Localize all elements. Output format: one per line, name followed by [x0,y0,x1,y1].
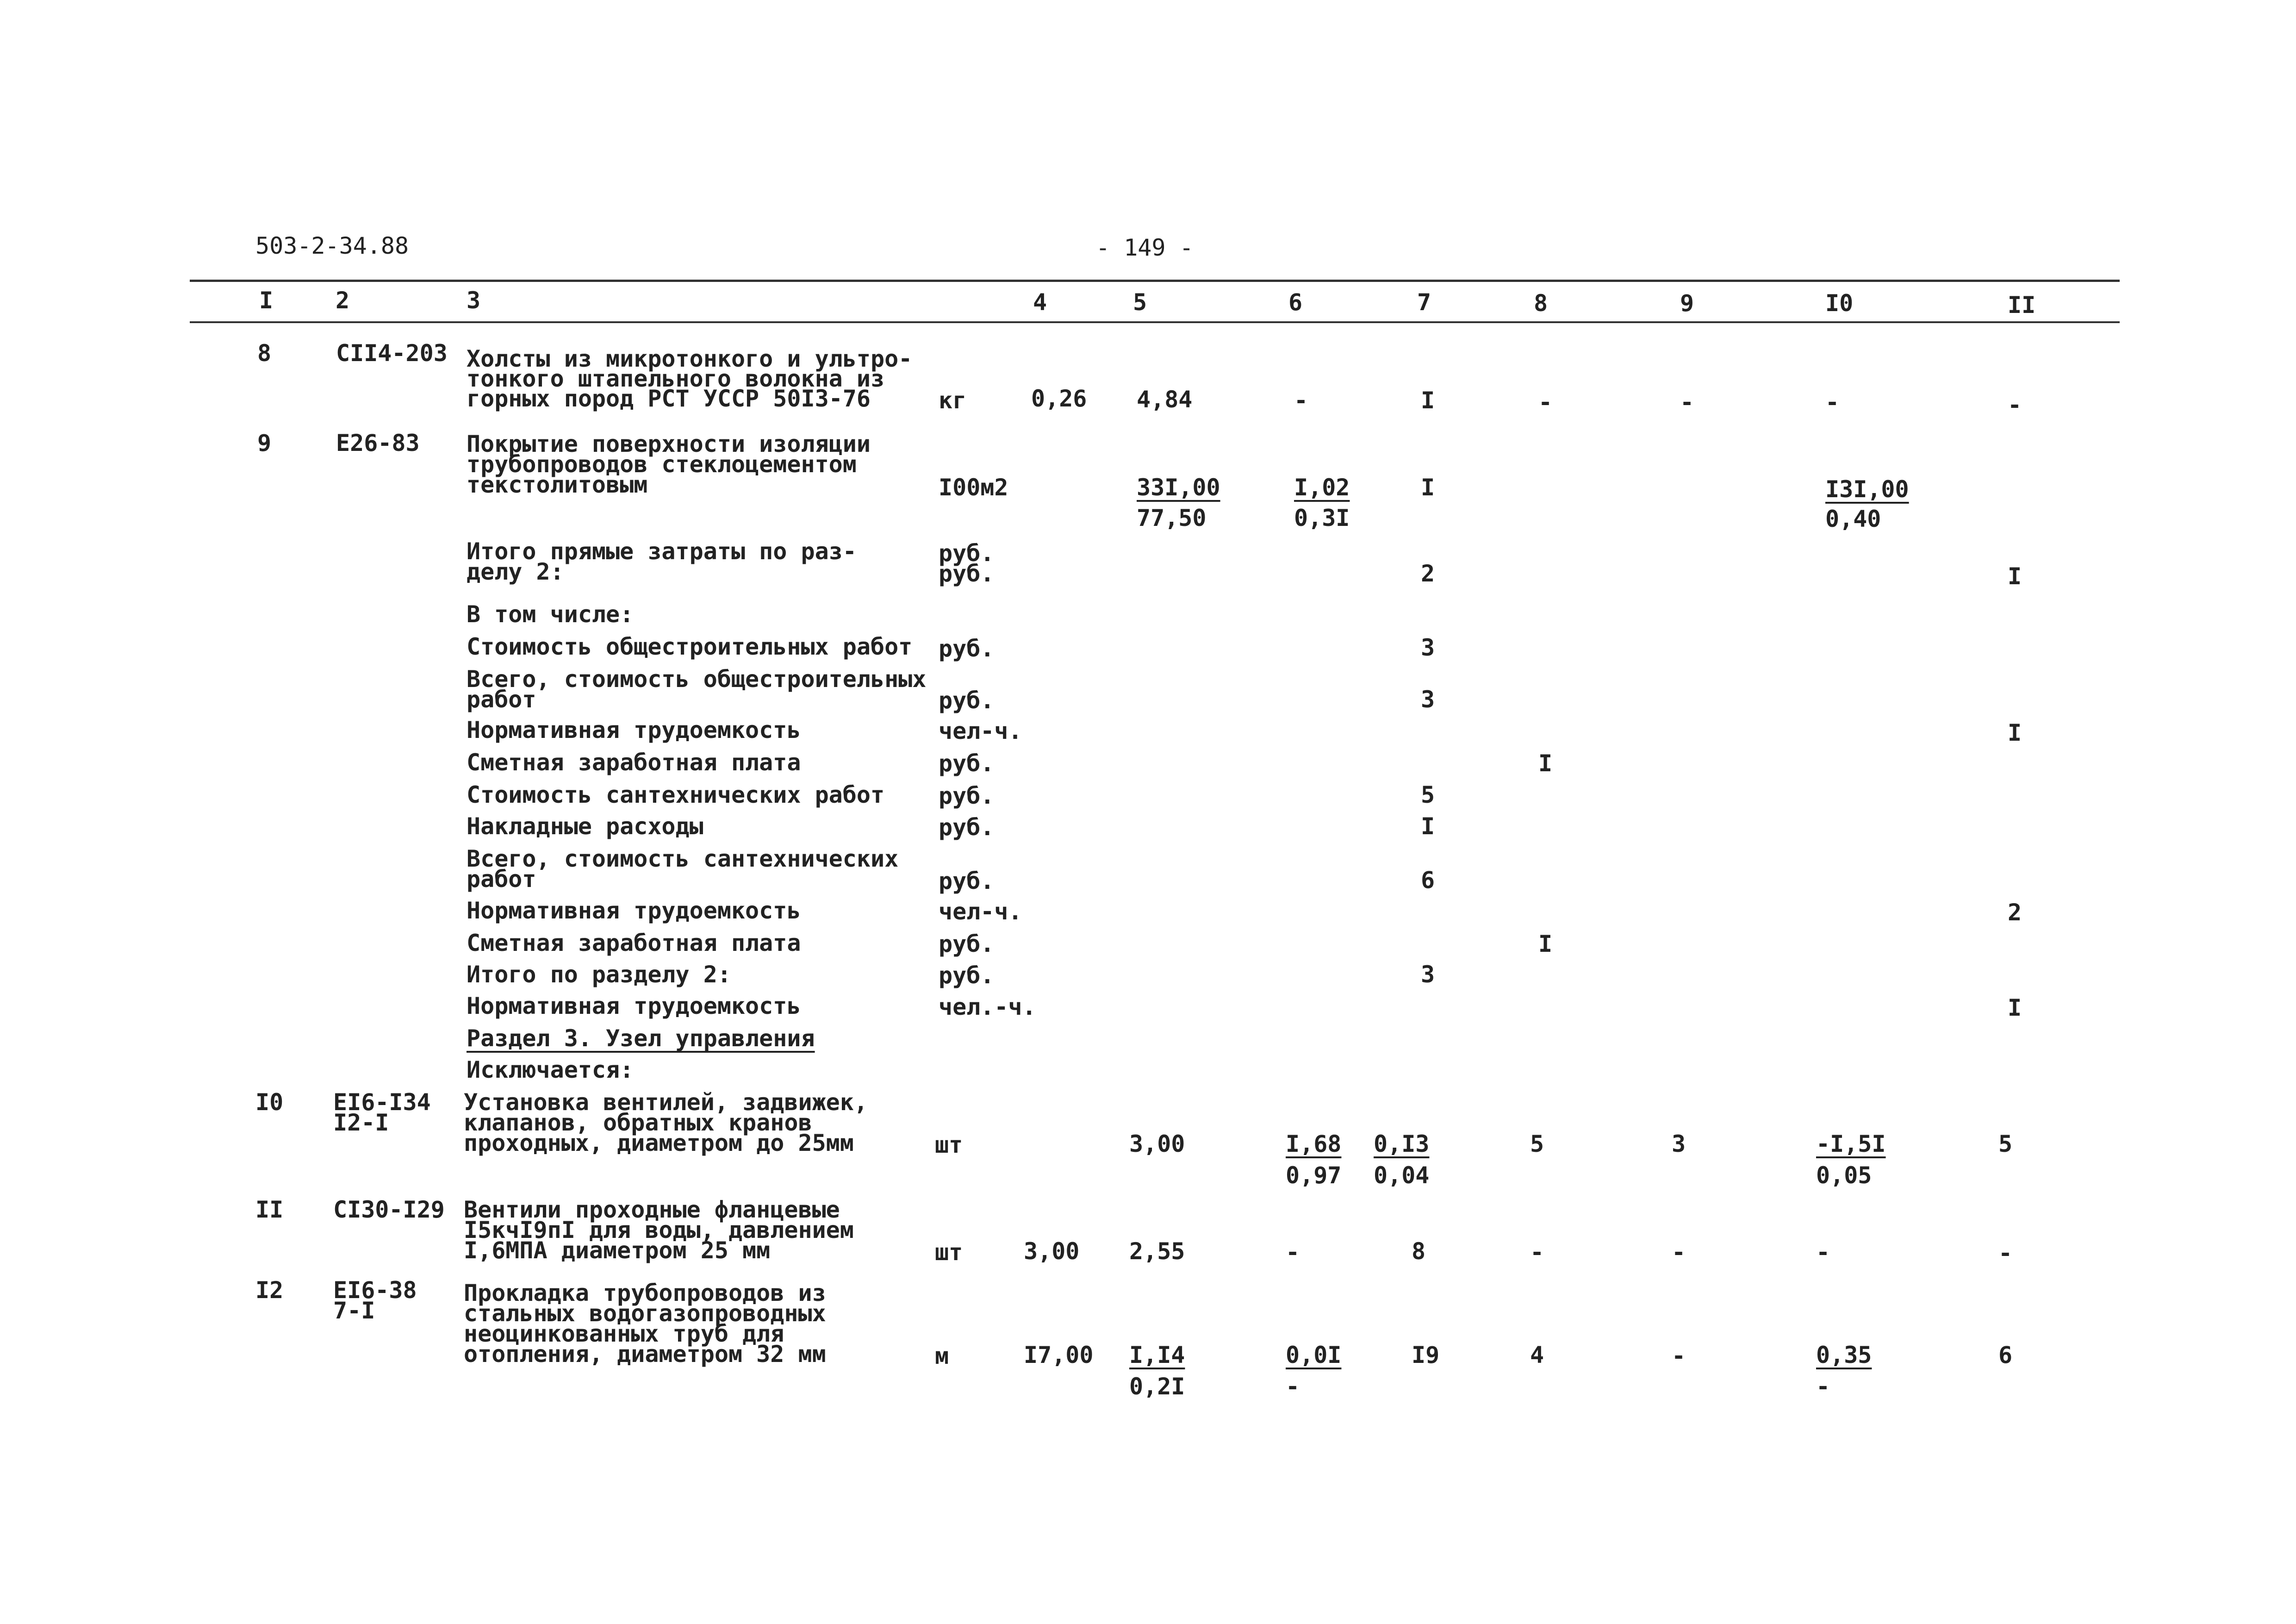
cell-col10-second: 0,40 [1825,506,1881,532]
cell-col10-second: - [1816,1373,1830,1400]
row-description-line: проходных, диаметром до 25мм [464,1130,854,1156]
cell-col5: 2,55 [1129,1238,1185,1265]
cell-col7: 8 [1412,1238,1426,1265]
cell-col5-second: 77,50 [1137,505,1207,531]
cell-col8: - [1538,389,1553,416]
cell-col4: 0,26 [1031,385,1087,412]
cell-col7-second: 0,04 [1374,1162,1430,1189]
cell-col11: 2 [2008,899,2022,926]
summary-description-line: Итого прямые затраты по раз- [467,538,857,565]
summary-unit: руб. [939,687,995,714]
cell-col9: - [1680,389,1694,416]
row-code-line: EI6-38 [333,1277,417,1304]
row-unit: I00м2 [939,474,1008,501]
cell-col9: - [1672,1343,1686,1369]
row-description-line: отопления, диаметром 32 мм [464,1341,826,1368]
summary-description-line: Всего, стоимость общестроительных [467,666,927,693]
summary-unit: чел-ч. [939,898,1022,925]
cell-col6-second: 0,97 [1286,1162,1342,1189]
column-header-1: I [259,287,274,314]
summary-description: Нормативная трудоемкость [467,993,801,1019]
row-code-line: 7-I [333,1297,375,1324]
column-header-3: 3 [467,287,481,314]
section-subtitle: Исключается: [467,1056,634,1083]
column-header-2: 2 [336,287,350,314]
row-description-line: I,6МПА диаметром 25 мм [464,1237,771,1264]
summary-description: Накладные расходы [467,813,703,840]
document-code: 503-2-34.88 [255,232,409,259]
cell-col8: 4 [1530,1342,1544,1368]
cell-col10: 0,35 [1816,1342,1872,1368]
cell-col11: 6 [1998,1342,2013,1368]
cell-col7: I [1421,813,1435,840]
cell-col7: 0,I3 [1374,1131,1430,1157]
cell-col8: - [1530,1239,1544,1266]
row-description-line: неоцинкованных труб для [464,1320,784,1347]
summary-unit: руб. [939,560,995,587]
row-code-line: I2-I [333,1109,389,1136]
row-number: I2 [255,1277,284,1304]
row-number: 9 [257,430,272,456]
cell-col7: I [1421,387,1435,414]
cell-col6-second: 0,3I [1294,505,1350,531]
row-description-line: Холсты из микротонкого и ультро- [467,345,913,372]
cell-col6: 0,0I [1286,1342,1342,1368]
cell-col7: 6 [1421,867,1435,893]
row-description-line: Установка вентилей, задвижек, [464,1089,868,1116]
column-header-9: 9 [1680,290,1694,317]
column-header-5: 5 [1133,289,1147,316]
cell-col11: - [1998,1240,2013,1267]
column-header-7: 7 [1417,289,1431,316]
cell-col11: I [2008,994,2022,1021]
row-unit: м [935,1343,949,1369]
summary-unit: чел.-ч. [939,993,1036,1020]
row-unit: шт [935,1131,963,1158]
row-description-line: тонкого штапельного волокна из [467,365,885,392]
column-header-8: 8 [1534,290,1548,317]
column-header-6: 6 [1288,289,1303,316]
row-description-line: текстолитовым [467,471,648,498]
row-description-line: клапанов, обратных кранов [464,1109,812,1136]
cell-col6: - [1286,1239,1300,1266]
cell-col6: I,68 [1286,1131,1342,1157]
cell-col11: I [2008,719,2022,746]
cell-col5-second: 0,2I [1129,1373,1185,1400]
cell-col6: - [1294,387,1308,414]
cell-col7: 3 [1421,634,1435,661]
summary-unit: руб. [939,635,995,662]
summary-description: Нормативная трудоемкость [467,717,801,743]
cell-col4: I7,00 [1024,1342,1094,1368]
summary-description: Сметная заработная плата [467,749,801,776]
column-header-4: 4 [1033,289,1047,316]
summary-unit: руб. [939,931,995,957]
summary-description-line: работ [467,686,536,713]
summary-description: Стоимость общестроительных работ [467,633,913,660]
row-code-line: EI6-I34 [333,1089,431,1116]
cell-col8: I [1538,750,1553,777]
row-description-line: Прокладка трубопроводов из [464,1280,826,1306]
row-unit: шт [935,1239,963,1266]
column-header-10: I0 [1825,290,1854,317]
cell-col11: - [2008,392,2022,418]
cell-col9: - [1672,1239,1686,1266]
cell-col6-second: - [1286,1373,1300,1400]
row-description-line: I5кчI9пI для воды, давлением [464,1217,854,1243]
summary-unit: руб. [939,540,995,567]
cell-col10: I3I,00 [1825,476,1909,503]
cell-col5: 33I,00 [1137,474,1220,501]
cell-col7: 5 [1421,781,1435,808]
row-unit: кг [939,387,967,414]
summary-description-line: работ [467,866,536,893]
summary-description-line: Всего, стоимость сантехнических [467,845,899,872]
summary-unit: руб. [939,782,995,809]
row-description-line: стальных водогазопроводных [464,1300,826,1327]
summary-description: Стоимость сантехнических работ [467,781,885,808]
cell-col4: 3,00 [1024,1238,1080,1265]
cell-col5: 3,00 [1129,1131,1185,1157]
row-code: E26-83 [336,430,420,456]
cell-col5: 4,84 [1137,386,1193,413]
row-number: 8 [257,340,272,367]
cell-col11: 5 [1998,1131,2013,1157]
summary-unit: руб. [939,750,995,777]
cell-col7: 3 [1421,961,1435,988]
row-description-line: горных пород РСТ УССР 50I3-76 [467,385,871,412]
cell-col7: I9 [1412,1342,1440,1368]
summary-description: Итого по разделу 2: [467,961,731,988]
cell-col9: 3 [1672,1131,1686,1157]
section-title: Раздел 3. Узел управления [467,1025,815,1052]
summary-description: Сметная заработная плата [467,930,801,956]
row-description-line: трубопроводов стеклоцементом [467,451,857,478]
summary-unit: чел-ч. [939,718,1022,744]
cell-col8: 5 [1530,1131,1544,1157]
row-description-line: Вентили проходные фланцевые [464,1196,840,1223]
cell-col11: I [2008,563,2022,590]
cell-col10: -I,5I [1816,1131,1886,1157]
cell-col7: 3 [1421,686,1435,713]
row-code: CII4-203 [336,340,448,367]
subheading: В том числе: [467,601,634,628]
cell-col10-second: 0,05 [1816,1162,1872,1189]
header-bottom-rule [190,321,2120,323]
row-number: I0 [255,1089,284,1116]
cell-col6: I,02 [1294,474,1350,501]
summary-unit: руб. [939,868,995,894]
summary-unit: руб. [939,814,995,841]
cell-col5: I,I4 [1129,1342,1185,1368]
row-description-line: Покрытие поверхности изоляции [467,431,871,457]
summary-description: Нормативная трудоемкость [467,897,801,924]
cell-col7: 2 [1421,560,1435,587]
cell-col10: - [1825,389,1840,416]
column-header-11: II [2008,292,2036,319]
table-top-rule [190,280,2120,282]
summary-unit: руб. [939,962,995,989]
row-code: CI30-I29 [333,1196,445,1223]
summary-description-line: делу 2: [467,558,564,585]
cell-col10: - [1816,1239,1830,1266]
cell-col8: I [1538,931,1553,957]
row-number: II [255,1196,284,1223]
page-number: - 149 - [1096,234,1194,261]
cell-col7: I [1421,474,1435,501]
